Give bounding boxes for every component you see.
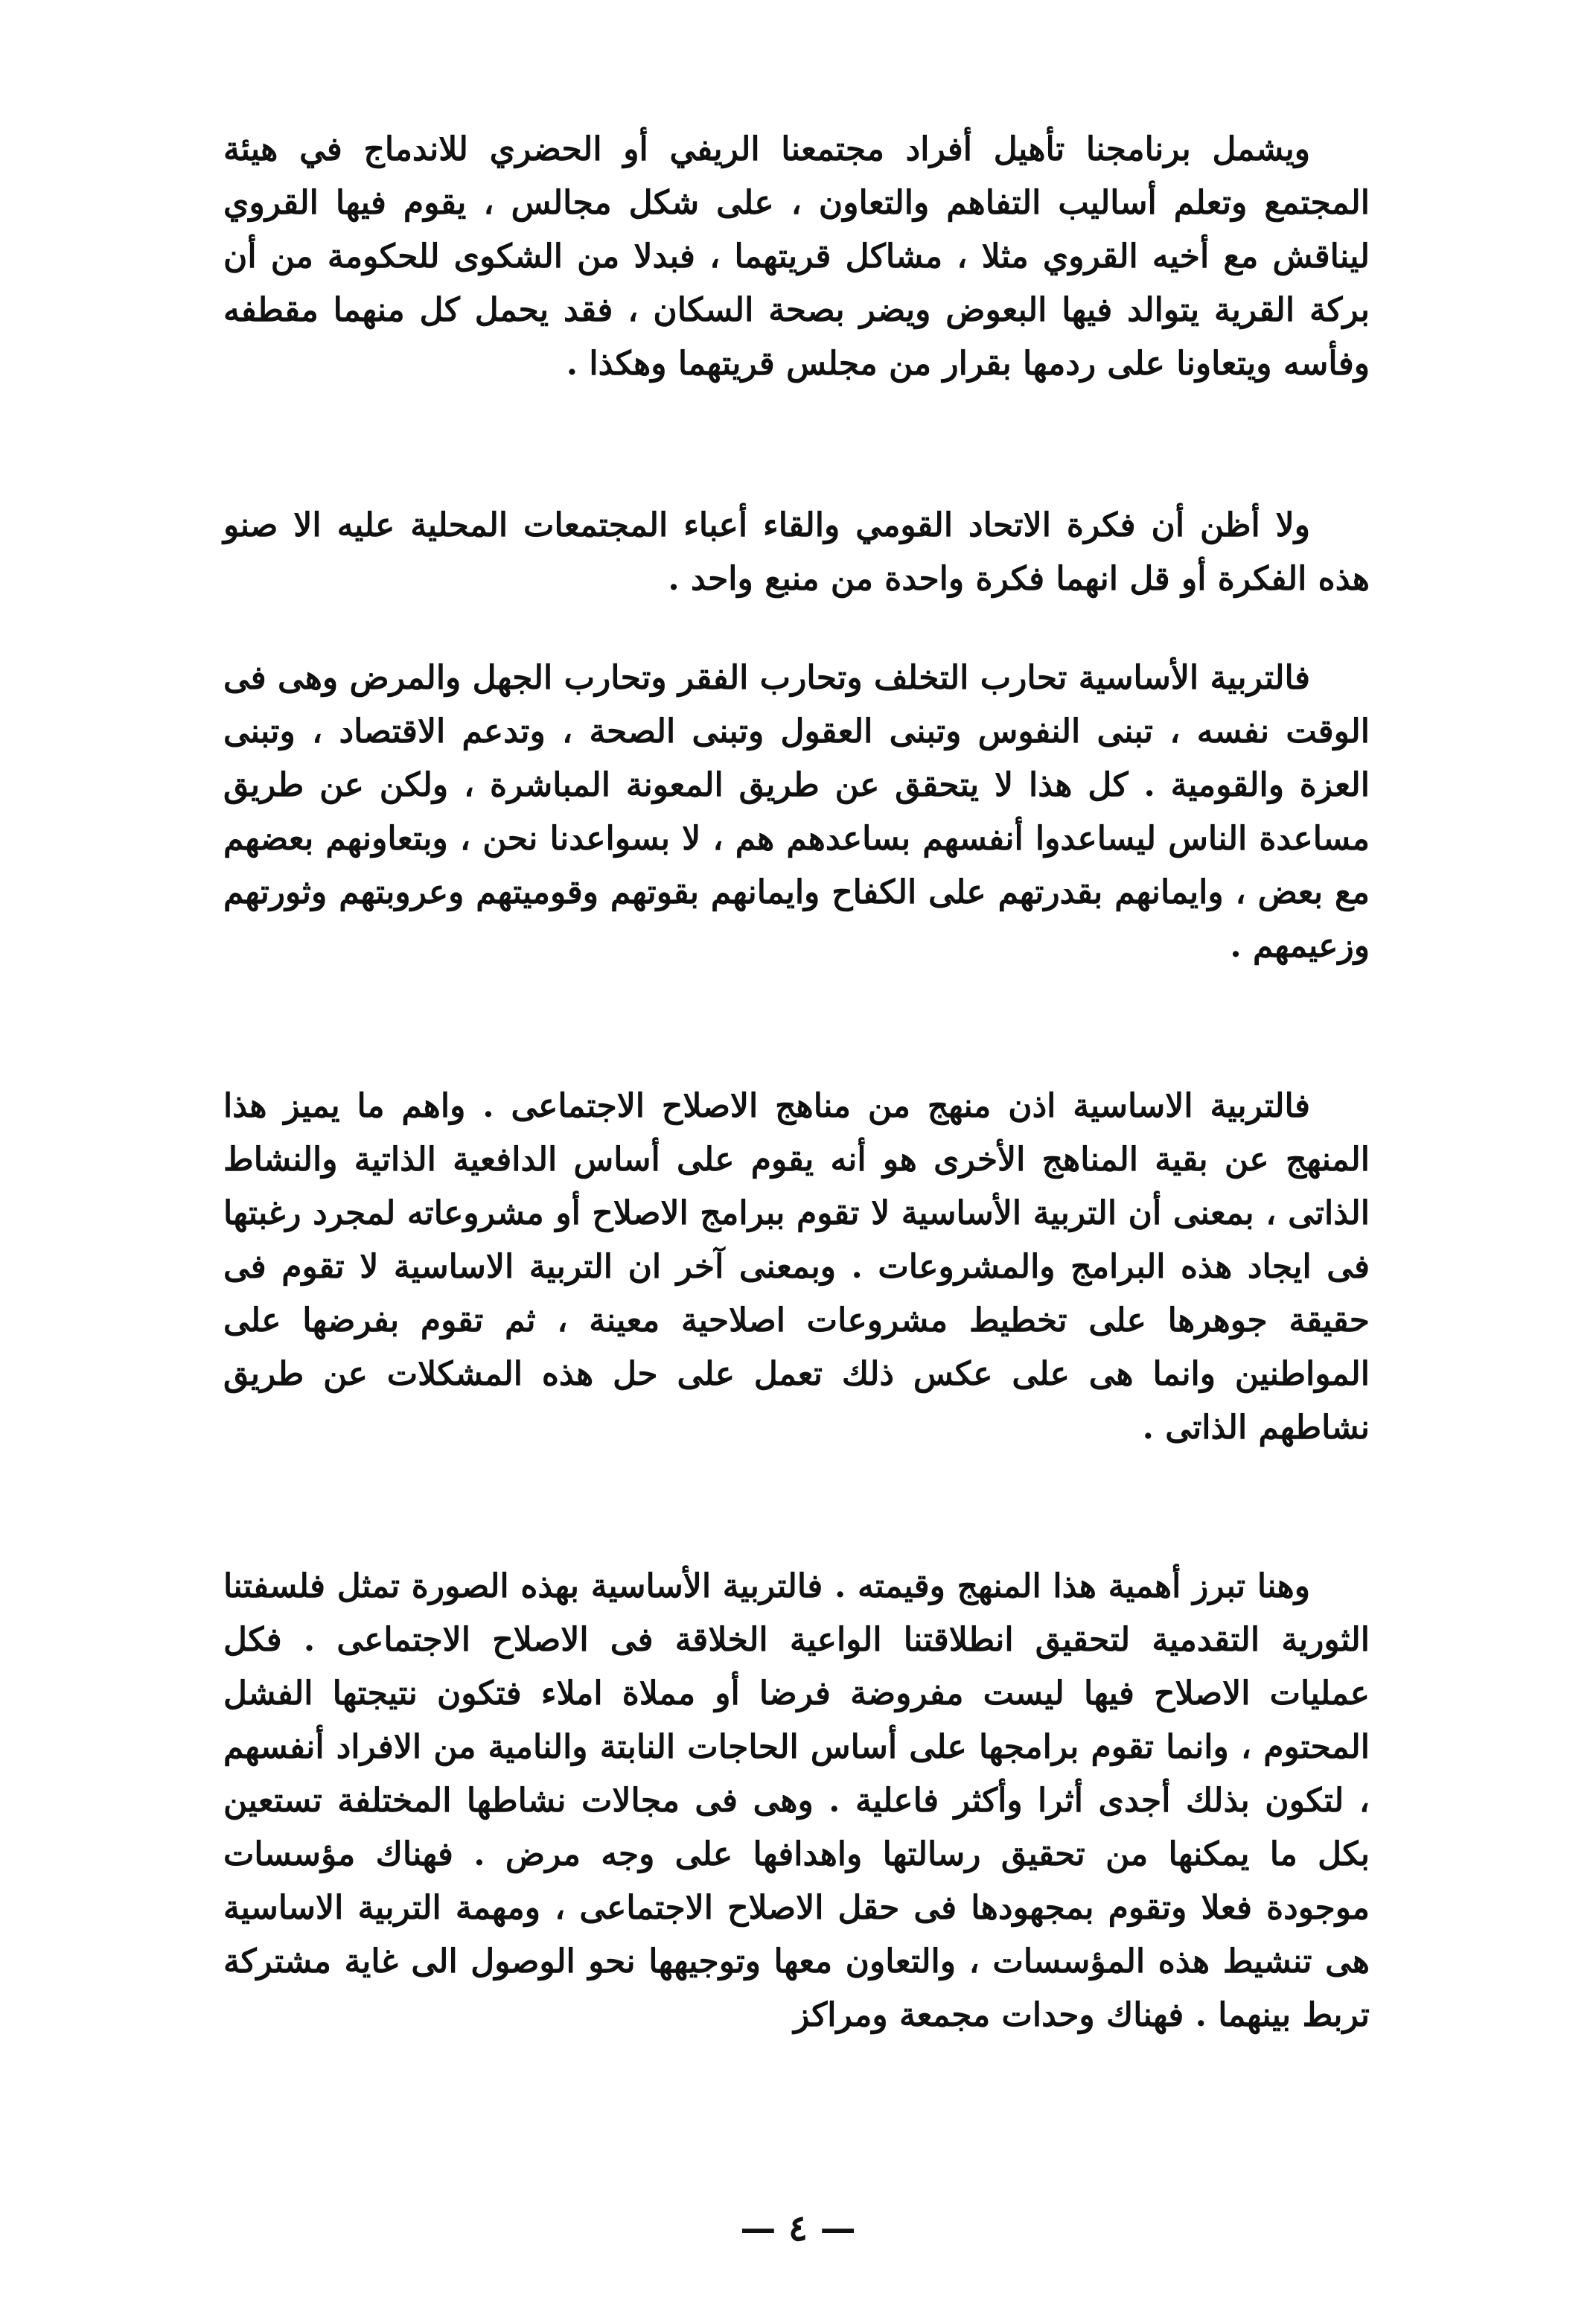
paragraph-rural-program — [223, 123, 1370, 391]
paragraph-text: ولا أظن أن فكرة الاتحاد القومي والقاء أعباء المجتمعات المحلية عليه الا صنو هذه الفكرة أو قل انهما فكرة واحدة من منبع واحد . — [223, 506, 1370, 598]
paragraph-text: وهنا تبرز أهمية هذا المنهج وقيمته . فالتربية الأساسية بهذه الصورة تمثل فلسفتنا الثورية التقدمية لتحقيق انطلاقتنا الواعية الخلاقة فى الاصلاح الاجتماعى . فكل عمليات الاصلاح فيها ليست مفروضة فرضا أو مملاة املاء فتكون نتيجتها الفشل المحتوم ، وانما تقوم برامجها على أساس الحاجات النابتة والنامية من الافراد أنفسهم ، لتكون بذلك أجدى أثرا وأكثر فاعلية . وهى فى مجالات نشاطها المختلفة تستعين بكل ما يمكنها من تحقيق رسالتها واهدافها على وجه مرض . فهناك مؤسسات موجودة فعلا وتقوم بمجهودها فى حقل الاصلاح الاجتماعى ، ومهمة التربية الاساسية هى تنشيط هذه المؤسسات ، والتعاون معها وتوجيهها نحو الوصول الى غاية مشتركة تربط بينهما . فهناك وحدات مجمعة ومراكز — [223, 1567, 1370, 2034]
paragraph-basic-education-fights — [223, 651, 1370, 973]
paragraph-reform-method — [223, 1080, 1370, 1455]
paragraph-national-union — [223, 499, 1370, 606]
paragraph-text: فالتربية الاساسية اذن منهج من مناهج الاصلاح الاجتماعى . واهم ما يميز هذا المنهج عن بقية المناهج الأخرى هو أنه يقوم على أساس الدافعية الذاتية والنشاط الذاتى ، بمعنى أن التربية الأساسية لا تقوم ببرامج الاصلاح أو مشروعاته لمجرد رغبتها فى ايجاد هذه البرامج والمشروعات . وبمعنى آخر ان التربية الاساسية لا تقوم فى حقيقة جوهرها على تخطيط مشروعات اصلاحية معينة ، ثم تقوم بفرضها على المواطنين وانما هى على عكس ذلك تعمل على حل هذه المشكلات عن طريق نشاطهم الذاتى . — [223, 1087, 1370, 1447]
paragraph-importance — [223, 1560, 1370, 2042]
page-number: — ٤ — — [740, 2208, 856, 2249]
paragraph-text: ويشمل برنامجنا تأهيل أفراد مجتمعنا الريفي أو الحضري للاندماج في هيئة المجتمع وتعلم أساليب التفاهم والتعاون ، على شكل مجالس ، يقوم فيها القروي ليناقش مع أخيه القروي مثلا ، مشاكل قريتهما ، فبدلا من الشكوى للحكومة من أن بركة القرية يتوالد فيها البعوض ويضر بصحة السكان ، فقد يحمل كل منهما مقطفه وفأسه ويتعاونا على ردمها بقرار من مجلس قريتهما وهكذا . — [223, 130, 1370, 383]
paragraph-text: فالتربية الأساسية تحارب التخلف وتحارب الفقر وتحارب الجهل والمرض وهى فى الوقت نفسه ، تبنى النفوس وتبنى العقول وتبنى الصحة ، وتدعم الاقتصاد ، وتبنى العزة والقومية . كل هذا لا يتحقق عن طريق المعونة المباشرة ، ولكن عن طريق مساعدة الناس ليساعدوا أنفسهم بساعدهم هم ، لا بسواعدنا نحن ، وبتعاونهم بعضهم مع بعض ، وايمانهم بقدرتهم على الكفاح وايمانهم بقوتهم وقوميتهم وعروبتهم وثورتهم وزعيمهم . — [223, 659, 1370, 965]
